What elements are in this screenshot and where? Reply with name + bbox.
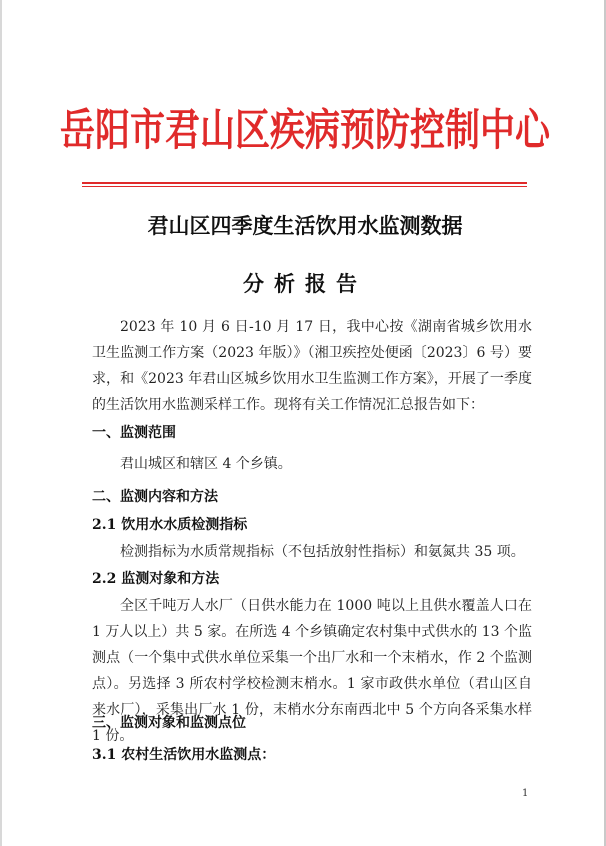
- letterhead-red-rule-thin: [82, 186, 527, 187]
- letterhead-title: 岳阳市君山区疾病预防控制中心: [59, 105, 550, 157]
- section-3-1-heading: 3.1 农村生活饮用水监测点：: [92, 747, 276, 763]
- section-2-1-heading: 2.1 饮用水水质检测指标: [92, 517, 248, 533]
- section-1-heading: 一、监测范围: [92, 425, 176, 441]
- letterhead-red-rule-thick: [82, 182, 527, 184]
- section-2-2-text: 全区千吨万人水厂（日供水能力在 1000 吨以上且供水覆盖人口在 1 万人以上）共 5 家。在所选 4 个乡镇确定农村集中式供水的 13 个监测点（一个集中式供水单位采集一个出厂水和一个末梢水，作 2 个监测点）。另选择 3 所农村学校检测末梢水。1 家市政供水单位（君山区自来水厂），采集出厂水 1 份，末梢水分东南西北中 5 个方向各采集水样 1 份。: [92, 598, 532, 744]
- report-subtitle: 分析报告: [243, 271, 367, 296]
- page-number: 1: [522, 788, 529, 799]
- section-1-text: 君山城区和辖区 4 个乡镇。: [120, 456, 292, 472]
- section-3-heading: 三、监测对象和监测点位: [92, 715, 246, 731]
- section-2-1-text: 检测指标为水质常规指标（不包括放射性指标）和氨氮共 35 项。: [120, 544, 525, 560]
- report-title: 君山区四季度生活饮用水监测数据: [147, 213, 463, 238]
- intro-paragraph: 2023 年 10 月 6 日-10 月 17 日，我中心按《湖南省城乡饮用水卫生监测工作方案（2023 年版）》（湘卫疾控处便函〔2023〕6 号）要求，和《2023 年君山区城乡饮用水卫生监测工作方案》，开展了一季度的生活饮用水监测采样工作。现将有关工作情况汇总报告如下：: [92, 319, 532, 413]
- section-2-2-heading: 2.2 监测对象和方法: [92, 571, 220, 587]
- section-2-heading: 二、监测内容和方法: [92, 489, 218, 505]
